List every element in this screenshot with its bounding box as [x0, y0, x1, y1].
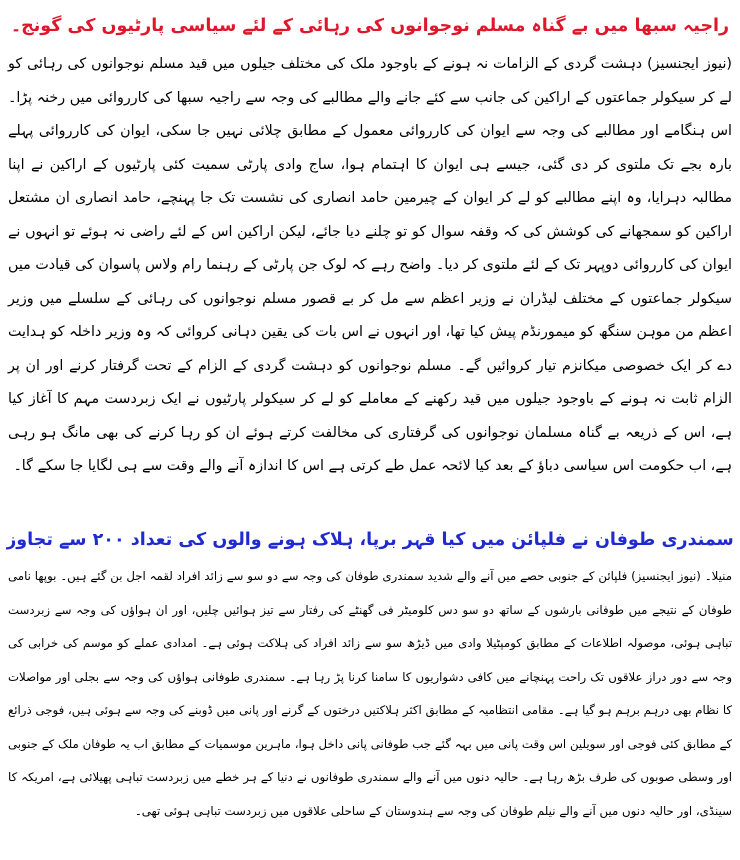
article-philippines-storm: [6, 520, 734, 860]
article-rajya-sabha: [6, 4, 734, 516]
article-body-philippines-storm: منیلا۔ (نیوز ایجنسیز) فلپائن کے جنوبی حصے میں آنے والے شدید سمندری طوفان کی وجہ سے دو سو سے زائد افراد لقمہ اجل بن گئے ہیں۔ بوپھا نامی طوفان کے نتیجے میں طوفانی بارشوں کے ساتھ دو سو دس کلومیٹر فی گھنٹے کی رفتار سے تیز ہوائیں چلیں، اور ان ہواؤں کی وجہ سے زبردست تباہی ہوئی، موصولہ اطلاعات کے مطابق کومپٹیلا وادی میں ڈیڑھ سو سے زائد افراد کی ہلاکت ہوئی ہے۔ امدادی عملے کو موسم کی خرابی کی وجہ سے دور دراز علاقوں تک راحت پہنچانے میں کافی دشواریوں کا سامنا کرنا پڑ رہا ہے۔ سمندری طوفانی ہواؤں کی وجہ سے بجلی اور مواصلات کا نظام بھی درہم برہم ہو گیا ہے۔ مقامی انتظامیہ کے مطابق اکثر ہلاکتیں درختوں کے گرنے اور پانی میں ڈوبنے کی وجہ سے ہوئی ہیں، فوجی ذرائع کے مطابق کئی فوجی اور سویلین اس وقت پانی میں بہہ گئے جب طوفانی پانی داخل ہوا، ماہرین موسمیات کے مطابق اب یہ طوفان ملک کے جنوبی اور وسطی صوبوں کی طرف بڑھ رہا ہے۔ حالیہ دنوں میں آنے والے سمندری طوفانوں نے دنیا کے ہر خطے میں زبردست تباہی پھیلائی ہے، امریکہ کا سینڈی، اور حالیہ دنوں میں آنے والے نیلم طوفان کی وجہ سے ہندوستان کے ساحلی علاقوں میں زبردست تباہی ہوئی تھی۔: [8, 569, 732, 818]
headline-rajya-sabha: راجیہ سبھا میں بے گناہ مسلم نوجوانوں کی رہائی کے لئے سیاسی پارٹیوں کی گونج۔: [10, 16, 730, 36]
article-body-rajya-sabha: (نیوز ایجنسیز) دہشت گردی کے الزامات نہ ہونے کے باوجود ملک کی مختلف جیلوں میں قید مسلم نوجوانوں کی رہائی کو لے کر سیکولر جماعتوں کے اراکین کی جانب سے کئے جانے والے مطالبے کی وجہ سے راجیہ سبھا کی کارروائی میں رخنہ پڑا۔ اس ہنگامے اور مطالبے کی وجہ سے ایوان کی کارروائی معمول کے مطابق چلائی نہیں جا سکی، ایوان کی کارروائی پہلے بارہ بجے تک ملتوی کر دی گئی، جیسے ہی ایوان کا اہتمام ہوا، ساج وادی پارٹی سمیت کئی پارٹیوں کے اراکین نے اپنا مطالبہ دہرایا، وہ اپنے مطالبے کو لے کر ایوان کے چیرمین حامد انصاری کی نشست تک جا پہنچے، حامد انصاری ان مشتعل اراکین کو سمجھانے کی کوشش کی کہ وقفہ سوال کو تو چلنے دیا جائے، لیکن اراکین اس کے لئے راضی نہ ہوئے تو انہوں نے ایوان کی کارروائی دوپہر تک کے لئے ملتوی کر دیا۔ واضح رہے کہ لوک جن پارٹی کے رہنما رام ولاس پاسوان کی قیادت میں سیکولر جماعتوں کے مختلف لیڈران نے وزیر اعظم سے مل کر بے قصور مسلم نوجوانوں کی رہائی کے سلسلے میں وزیر اعظم من موہن سنگھ کو میمورنڈم پیش کیا تھا، اور انہوں نے اس بات کی یقین دہانی کروائی کہ وہ وزیر داخلہ کو ہدایت دے کر ایک خصوصی میکانزم تیار کروائیں گے۔ مسلم نوجوانوں کو دہشت گردی کے الزام کے تحت گرفتار کرنے اور ان پر الزام ثابت نہ ہونے کے باوجود جیلوں میں قید رکھنے کے معاملے کو لے کر سیکولر پارٹیوں نے ایک زبردست مہم کا آغاز کیا ہے، اس کے ذریعہ بے گناہ مسلمان نوجوانوں کی گرفتاری کی مخالفت کرتے ہوئے ان کو رہا کرنے کی بھی مانگ ہو رہی ہے، اب حکومت اس سیاسی دباؤ کے بعد کیا لائحہ عمل طے کرتی ہے اس کا اندازہ آنے والے وقت سے ہی لگایا جا سکے گا۔: [8, 56, 732, 474]
headline-philippines-storm: سمندری طوفان نے فلپائن میں کیا قہر برپا، ہلاک ہونے والوں کی تعداد ۲۰۰ سے تجاوز: [6, 530, 734, 550]
